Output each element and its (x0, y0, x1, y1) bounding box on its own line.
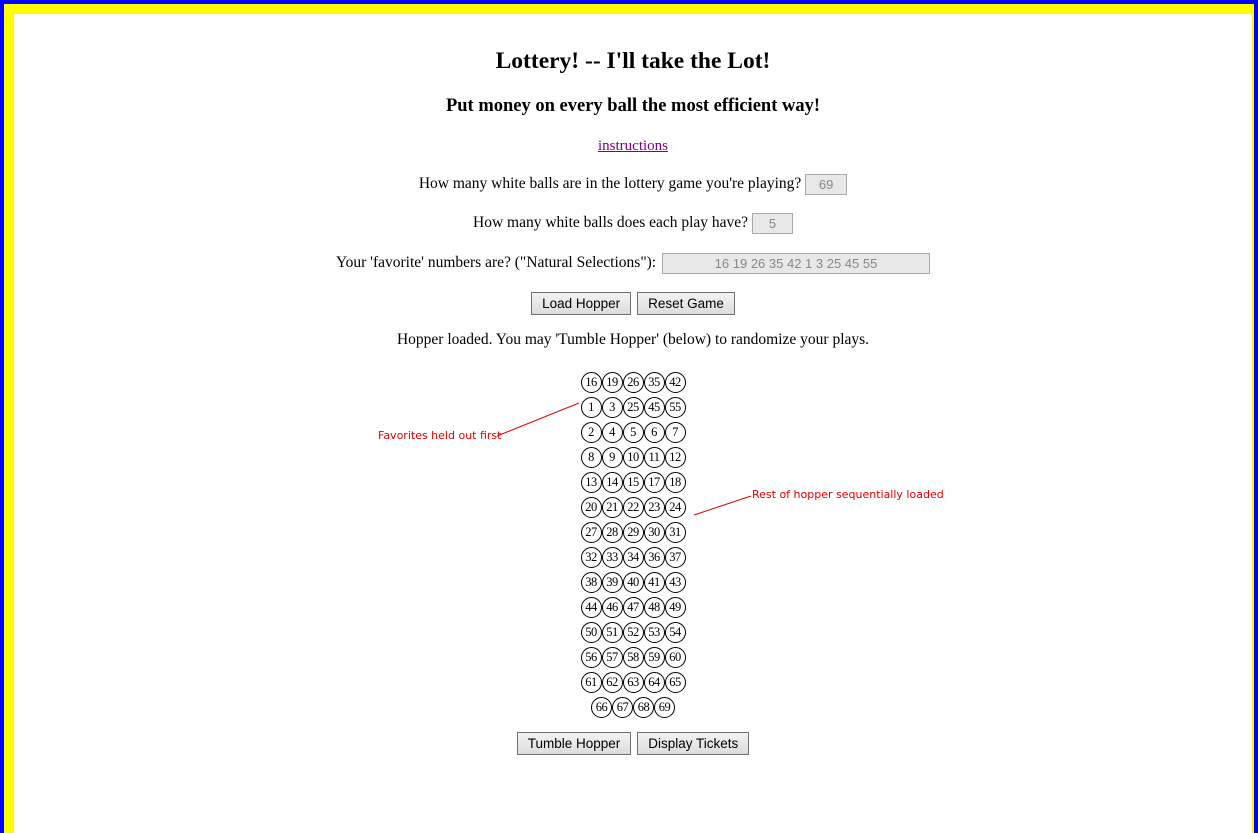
lottery-ball: 31 (665, 522, 686, 543)
annotation-lines (14, 14, 1252, 833)
lottery-ball: 1 (581, 397, 602, 418)
lottery-ball: 63 (623, 672, 644, 693)
lottery-ball: 13 (581, 472, 602, 493)
reset-game-button[interactable]: Reset Game (637, 292, 735, 315)
lottery-ball: 42 (665, 372, 686, 393)
lottery-ball: 16 (581, 372, 602, 393)
lottery-ball: 51 (602, 622, 623, 643)
lottery-ball: 9 (602, 447, 623, 468)
lottery-ball: 5 (623, 422, 644, 443)
lottery-ball: 68 (633, 697, 654, 718)
lottery-ball: 69 (654, 697, 675, 718)
lottery-ball: 60 (665, 647, 686, 668)
lottery-ball: 10 (623, 447, 644, 468)
lottery-ball: 48 (644, 597, 665, 618)
lottery-ball: 65 (665, 672, 686, 693)
page-content (14, 14, 1252, 833)
lottery-ball: 54 (665, 622, 686, 643)
lottery-ball: 61 (581, 672, 602, 693)
status-message: Hopper loaded. You may 'Tumble Hopper' (below) to randomize your plays. (396, 331, 870, 348)
page-title: Lottery! -- I'll take the Lot! (495, 48, 771, 74)
window-border (4, 4, 1254, 833)
lottery-ball: 17 (644, 472, 665, 493)
white-balls-input[interactable]: 69 (805, 174, 847, 195)
lottery-ball: 3 (602, 397, 623, 418)
white-balls-label: How many white balls are in the lottery game you're playing? (418, 175, 802, 193)
lottery-ball: 6 (644, 422, 665, 443)
lottery-ball: 43 (665, 572, 686, 593)
lottery-ball: 19 (602, 372, 623, 393)
lottery-ball: 14 (602, 472, 623, 493)
lottery-ball: 11 (644, 447, 665, 468)
lottery-ball: 20 (581, 497, 602, 518)
lottery-ball: 39 (602, 572, 623, 593)
favorites-label: Your 'favorite' numbers are? ("Natural Selections"): (336, 254, 657, 272)
lottery-ball: 4 (602, 422, 623, 443)
lottery-ball: 26 (623, 372, 644, 393)
load-hopper-button[interactable]: Load Hopper (531, 292, 631, 315)
lottery-ball: 7 (665, 422, 686, 443)
lottery-ball: 8 (581, 447, 602, 468)
instructions-link[interactable]: instructions (598, 138, 668, 154)
lottery-ball: 52 (623, 622, 644, 643)
lottery-ball: 18 (665, 472, 686, 493)
favorites-annotation: Favorites held out first (378, 429, 502, 442)
lottery-ball: 40 (623, 572, 644, 593)
lottery-ball: 44 (581, 597, 602, 618)
per-play-label: How many white balls does each play have? (473, 214, 749, 232)
lottery-ball: 64 (644, 672, 665, 693)
lottery-ball: 2 (581, 422, 602, 443)
lottery-ball: 50 (581, 622, 602, 643)
lottery-ball: 45 (644, 397, 665, 418)
tumble-hopper-button[interactable]: Tumble Hopper (517, 732, 632, 755)
lottery-ball: 29 (623, 522, 644, 543)
per-play-input[interactable]: 5 (752, 213, 793, 234)
favorites-input[interactable]: 16 19 26 35 42 1 3 25 45 55 (662, 253, 930, 274)
page-subtitle: Put money on every ball the most efficient way! (445, 96, 821, 116)
lottery-ball: 38 (581, 572, 602, 593)
lottery-ball: 49 (665, 597, 686, 618)
lottery-ball: 56 (581, 647, 602, 668)
lottery-ball: 12 (665, 447, 686, 468)
lottery-ball: 21 (602, 497, 623, 518)
display-tickets-button[interactable]: Display Tickets (637, 732, 749, 755)
lottery-ball: 41 (644, 572, 665, 593)
lottery-ball: 28 (602, 522, 623, 543)
lottery-ball: 37 (665, 547, 686, 568)
lottery-ball: 59 (644, 647, 665, 668)
lottery-ball: 22 (623, 497, 644, 518)
lottery-ball: 58 (623, 647, 644, 668)
lottery-ball: 23 (644, 497, 665, 518)
rest-pointer-line (694, 496, 751, 515)
lottery-ball: 25 (623, 397, 644, 418)
lottery-ball: 35 (644, 372, 665, 393)
lottery-ball: 33 (602, 547, 623, 568)
lottery-ball: 67 (612, 697, 633, 718)
lottery-ball: 57 (602, 647, 623, 668)
rest-annotation: Rest of hopper sequentially loaded (752, 488, 944, 501)
lottery-ball: 36 (644, 547, 665, 568)
lottery-ball: 62 (602, 672, 623, 693)
lottery-ball: 47 (623, 597, 644, 618)
lottery-ball: 46 (602, 597, 623, 618)
lottery-ball: 55 (665, 397, 686, 418)
lottery-ball: 27 (581, 522, 602, 543)
favorites-pointer-line (497, 403, 579, 436)
lottery-ball: 15 (623, 472, 644, 493)
lottery-ball: 32 (581, 547, 602, 568)
lottery-ball: 34 (623, 547, 644, 568)
lottery-ball: 66 (591, 697, 612, 718)
lottery-ball: 30 (644, 522, 665, 543)
lottery-ball: 53 (644, 622, 665, 643)
lottery-ball: 24 (665, 497, 686, 518)
